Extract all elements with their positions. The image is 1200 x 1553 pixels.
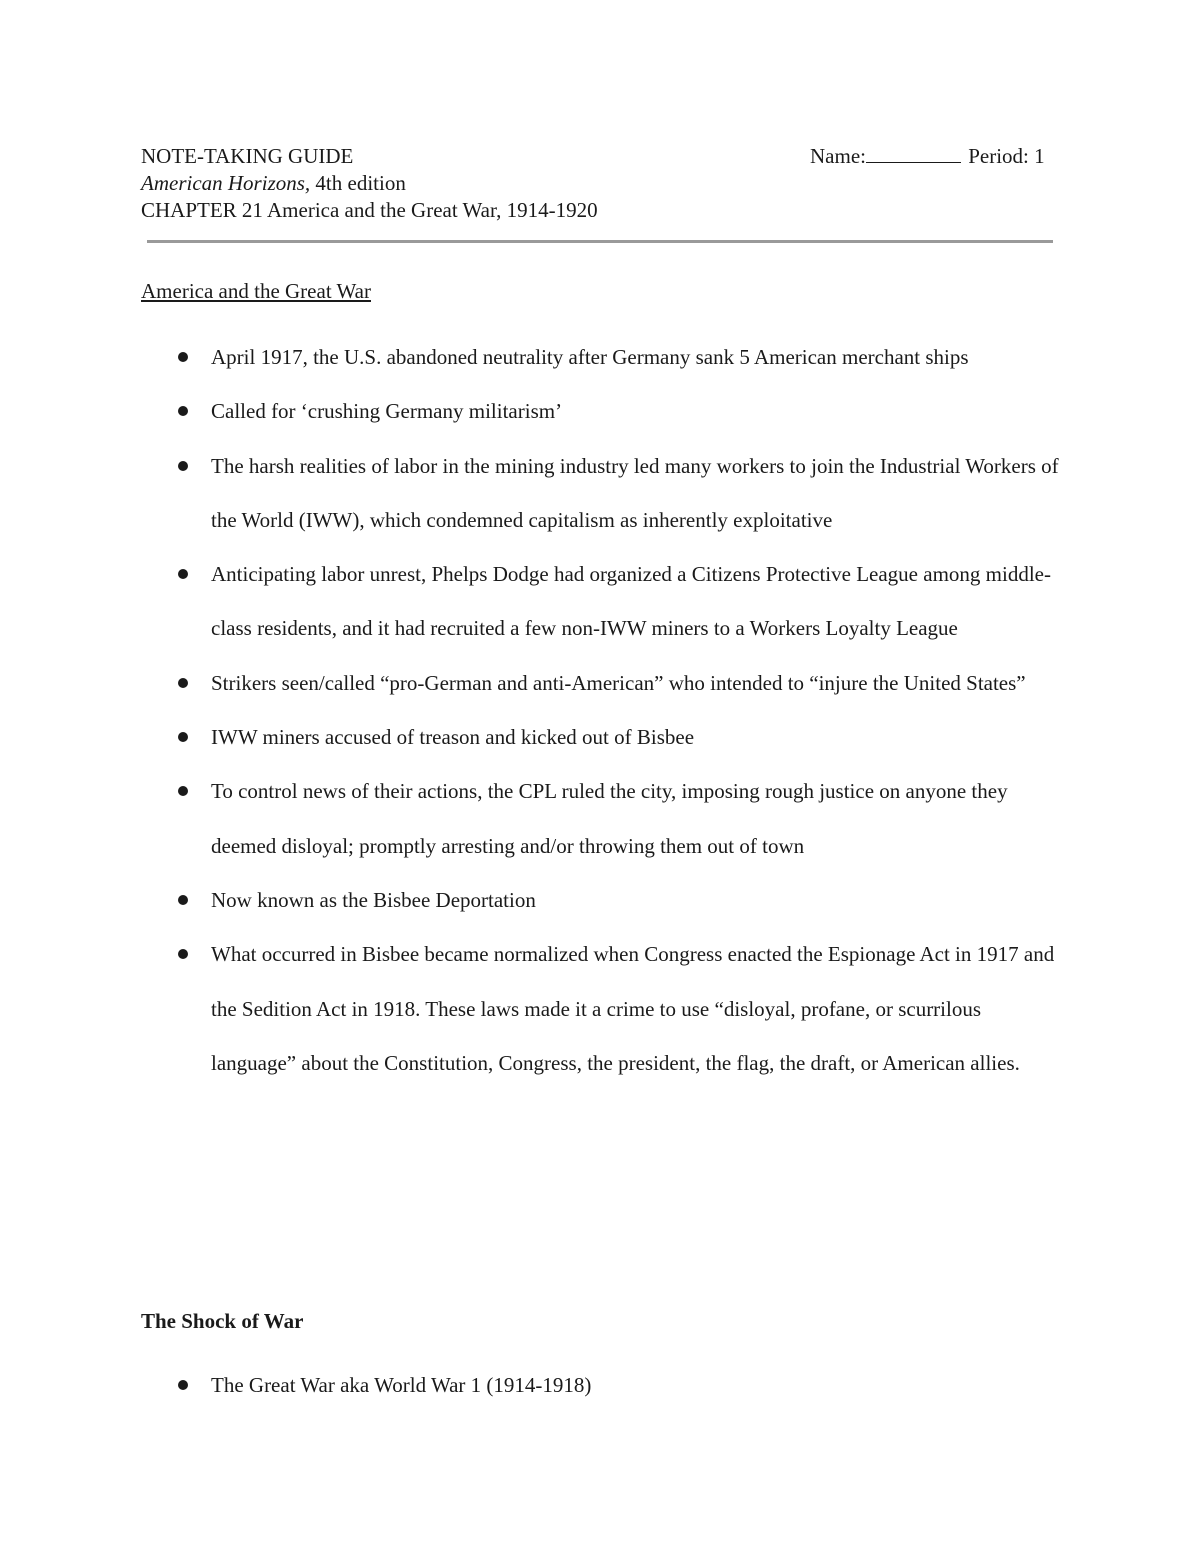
list-item <box>141 710 1071 764</box>
section-heading-shock-of-war: The Shock of War <box>141 1309 304 1333</box>
list-item <box>141 439 1071 548</box>
list-item-text: Anticipating labor unrest, Phelps Dodge had organized a Citizens Protective League among middle-class residents, and it had recruited a few non-IWW miners to a Workers Loyalty League <box>211 562 1051 641</box>
name-label: Name: <box>810 144 866 168</box>
list-item <box>141 927 1071 1090</box>
bullet-icon <box>178 678 188 688</box>
list-item-text: Called for ‘crushing Germany militarism’ <box>211 399 563 424</box>
bullet-icon <box>178 949 188 959</box>
bullet-icon <box>178 406 188 416</box>
bullet-icon <box>178 461 188 471</box>
section1-bullet-list <box>141 330 1071 1090</box>
list-item <box>141 547 1071 656</box>
list-item-text: To control news of their actions, the CPL ruled the city, imposing rough justice on anyone they deemed disloyal; promptly arresting and/or throwing them out of town <box>211 779 1008 858</box>
list-item <box>141 656 1071 710</box>
chapter-title: CHAPTER 21 America and the Great War, 1914-1920 <box>141 198 598 222</box>
list-item <box>141 384 1071 438</box>
list-item-text: April 1917, the U.S. abandoned neutrality after Germany sank 5 American merchant ships <box>211 345 969 369</box>
list-item-text: The Great War aka World War 1 (1914-1918) <box>211 1373 592 1397</box>
list-item-text: Now known as the Bisbee Deportation <box>211 887 536 912</box>
section2-bullet-list <box>141 1358 1071 1412</box>
book-title: American Horizons, <box>141 171 311 195</box>
list-item-text: IWW miners accused of treason and kicked out of Bisbee <box>211 725 695 750</box>
document-header <box>141 143 598 224</box>
list-item <box>141 1358 1071 1412</box>
bullet-icon <box>178 786 188 796</box>
list-item-text: The harsh realities of labor in the mining industry led many workers to join the Industrial Workers of the World (IWW), which condemned capitalism as inherently exploitative <box>211 453 1059 532</box>
list-item <box>141 873 1071 927</box>
list-item <box>141 330 1071 384</box>
list-item <box>141 764 1071 873</box>
header-divider <box>147 240 1053 243</box>
bullet-icon <box>178 352 188 362</box>
section-heading-america-great-war: America and the Great War <box>141 279 371 303</box>
edition: 4th edition <box>310 171 406 195</box>
list-item-text: What occurred in Bisbee became normalized when Congress enacted the Espionage Act in 1917 and the Sedition Act in 1918. These laws made it a crime to use “disloyal, profane, or scurrilous language” about the Constitution, Congress, the president, the flag, the draft, or American allies. <box>211 942 1055 1075</box>
bullet-icon <box>178 569 188 579</box>
guide-title: NOTE-TAKING GUIDE <box>141 144 354 168</box>
student-info <box>810 143 1045 170</box>
bullet-icon <box>178 732 188 742</box>
bullet-icon <box>178 895 188 905</box>
list-item-text: Strikers seen/called “pro-German and anti-American” who intended to “injure the United States” <box>211 670 1026 695</box>
name-field[interactable] <box>866 144 961 163</box>
bullet-icon <box>178 1380 188 1390</box>
period-label: Period: 1 <box>968 144 1045 168</box>
book-edition-line <box>141 170 598 197</box>
